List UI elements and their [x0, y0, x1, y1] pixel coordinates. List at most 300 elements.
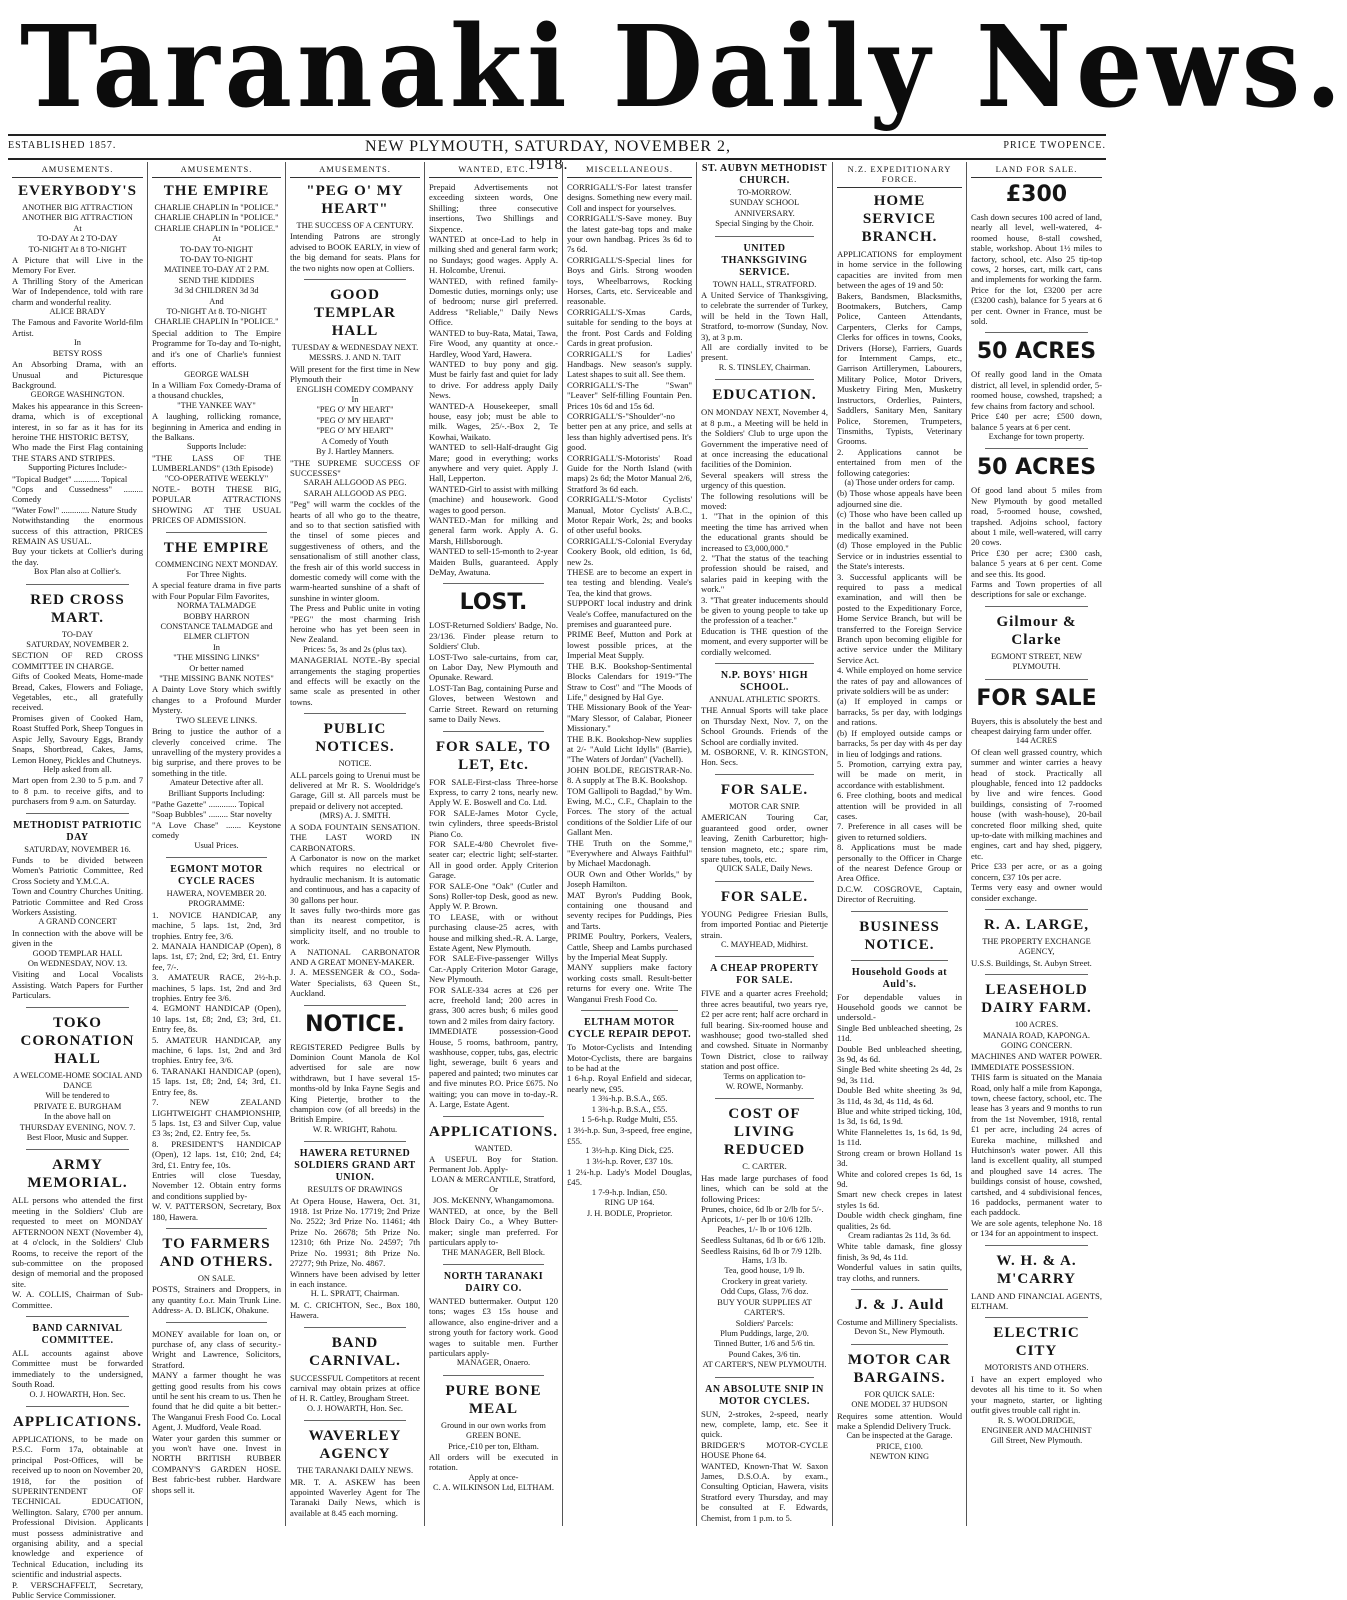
advertisement-divider: [26, 1316, 129, 1317]
advertisement: [701, 163, 828, 230]
advertisement-divider: [715, 881, 814, 882]
advertisement-heading: £300: [1005, 182, 1068, 207]
advertisement-text: Single Bed unbleached sheeting, 2s 11d.: [837, 1022, 962, 1044]
advertisement-text: ONE MODEL 37 HUDSON: [851, 1400, 948, 1410]
advertisement: [701, 243, 828, 374]
advertisement-heading: PURE BONE MEAL: [445, 1382, 542, 1417]
advertisement-text: A GRAND CONCERT: [38, 917, 117, 927]
advertisement-text: Terms on application to-: [723, 1071, 806, 1081]
established-note: ESTABLISHED 1857.: [8, 140, 117, 151]
advertisement-text: MANAIA ROAD, KAPONGA.: [982, 1030, 1091, 1040]
advertisement-text: 4. While employed on home service the rates of pay and allowances of private soldiers will be as under:: [837, 665, 962, 697]
advertisement-text: 2. "That the status of the teaching profession should be raised, and salaries paid in keeping with the work.": [701, 552, 828, 595]
advertisement-divider: [443, 731, 544, 732]
advertisement-divider: [304, 279, 406, 280]
advertisement-divider: [581, 1010, 678, 1011]
advertisement-text: Single Bed white sheeting 2s 4d, 2s 9d, 3s 11d.: [837, 1064, 962, 1085]
advertisement-text: 6. TARANAKI HANDICAP (open), 15 laps. 1st, £8; 2nd, £4; 3rd, £1. Entry fee, 8s.: [152, 1065, 281, 1097]
advertisement-text: GOING CONCERN.: [1000, 1040, 1073, 1050]
advertisement-text: And: [209, 296, 224, 306]
advertisement-text: 1. "That in the opinion of this meeting the time has arrived when the educational grants should be increased to £3,000,000.": [701, 511, 828, 553]
advertisement: [837, 1351, 962, 1463]
advertisement-text: SARAH ALLGOOD AS PEG.: [303, 478, 407, 488]
advertisement-heading: FOR SALE.: [720, 888, 809, 905]
advertisement-text: Ground in our own works from: [441, 1420, 546, 1430]
advertisement-text: JOS. McKENNY, Whangamomona.: [433, 1195, 554, 1205]
advertisement-text: ANNUAL ATHLETIC SPORTS.: [708, 695, 821, 705]
advertisement-text: Or better named: [189, 663, 244, 673]
advertisement-text: TO-DAY: [61, 629, 94, 639]
column-5: [563, 162, 697, 1526]
advertisement-text: Tea, good house, 1/9 lb.: [724, 1266, 805, 1276]
advertisement-divider: [851, 1289, 948, 1290]
advertisement-text: Winners have been advised by letter in each instance.: [290, 1268, 420, 1289]
advertisement-divider: [985, 1317, 1088, 1318]
advertisement-text: W. R. WRIGHT, Rahotu.: [312, 1124, 398, 1134]
advertisement-heading: APPLICATIONS.: [13, 1413, 142, 1430]
advertisement-text: WANTED-Girl to assist with milking (machine) and housework. Good wages to good person.: [429, 483, 558, 515]
column-heading: WANTED, ETC.: [429, 162, 558, 178]
advertisement-divider: [304, 1005, 406, 1006]
advertisement: [837, 1296, 962, 1338]
advertisement-heading: MOTOR CAR BARGAINS.: [847, 1351, 952, 1386]
advertisement-text: O. J. HOWARTH, Hon. Sec.: [29, 1389, 126, 1399]
advertisement-divider: [851, 911, 948, 912]
column-heading: AMUSEMENTS.: [290, 162, 420, 178]
advertisement-text: 1 3½-h.p. Rover, £37 10s.: [586, 1156, 673, 1166]
advertisement: [971, 339, 1102, 442]
advertisement-text: "A Love Chase" ....... Keystone comedy: [152, 819, 281, 841]
advertisement-text: "THE YANKEE WAY": [177, 400, 256, 410]
advertisement-text: SECTION OF RED CROSS COMMITTEE IN CHARGE.: [12, 650, 143, 671]
advertisement-text: Has made large purchases of food lines, which can be sold at the following Prices:: [701, 1172, 828, 1204]
advertisement-text: YOUNG Pedigree Friesian Bulls, from imported Pontiac and Pietertje strain.: [701, 908, 828, 940]
advertisement-text: 1 5-6-h.p. Rudge Multi, £55.: [581, 1114, 678, 1124]
advertisement-divider: [715, 236, 814, 237]
advertisement-text: MAT Byron's Pudding Book, containing one thousand and seventy recipes for Puddings, Pies and Tarts.: [567, 889, 692, 931]
advertisement-text: SUCCESSFUL Competitors at recent carnival may obtain prizes at office of H. R. Cattley, Brougham Street.: [290, 1372, 420, 1404]
advertisement: [12, 820, 143, 1001]
advertisement-text: Double width check gingham, fine qualities, 2s 6d.: [837, 1210, 962, 1231]
newspaper-title: Taranaki Daily News.: [20, 0, 1347, 133]
advertisement-text: THE B.K. Bookshop-New supplies at 2/- "Auld Licht Idylls" (Barrie), "The Waters of Jordan" (Vachell).: [567, 733, 692, 765]
advertisement-text: Will present for the first time in New Plymouth their: [290, 363, 420, 385]
advertisement-text: Soldiers' Parcels:: [735, 1318, 794, 1328]
advertisement-heading: BUSINESS NOTICE.: [859, 918, 940, 953]
advertisement: [837, 967, 962, 1283]
advertisement-text: 8. Applications must be made personally to the Officer in Charge of the nearest Defence Group or Area Office.: [837, 842, 962, 884]
advertisement-text: WANTED to sell-Half-draught Gig Mare; good in everything; works anywhere and very quiet. Apply J. Hall, Lepperton.: [429, 442, 558, 484]
advertisement-text: Entries will close Tuesday, November 12. Obtain entry forms and conditions supplied by-: [152, 1169, 281, 1201]
advertisement-text: Of really good land in the Omata district, all level, in splendid order, 5-roomed house, cowshed, trapshed; a few chains from factory and school.: [971, 369, 1102, 411]
advertisement-text: In: [213, 642, 220, 652]
advertisement-text: WANTED, with refined family-Domestic duties, mornings only; use of bedroom; nurse girl preferred. Address "Reliable," Daily News Office.: [429, 275, 558, 328]
advertisement-text: TO LEASE, with or without purchasing clause-25 acres, with house and milking shed.-R. A. Large, Estate Agent, New Plymouth.: [429, 911, 558, 953]
advertisement-divider: [304, 713, 406, 714]
advertisement: [971, 916, 1102, 968]
advertisement: [701, 963, 828, 1092]
top-rule: [8, 134, 1106, 136]
advertisement-text: PRIVATE E. BURGHAM: [33, 1101, 122, 1111]
advertisement-text: I have an expert employed who devotes all his time to it. So when your magneto, starter, or lighting outfit gives trouble call right in.: [971, 1373, 1102, 1416]
advertisement-text: 3. "That greater inducements should be given to young people to take up the profession of a teacher.": [701, 594, 828, 626]
advertisement-text: THE Truth on the Somme," "Everywhere and Always Faithful" by Michael Macdonagh.: [567, 837, 692, 869]
advertisement-heading: J. & J. Auld: [854, 1296, 945, 1313]
advertisement-divider: [26, 1149, 129, 1150]
advertisement-text: SUN, 2-strokes, 2-speed, nearly new, complete, lamp, etc. See it quick.: [701, 1408, 828, 1440]
advertisement-text: Crockery in great variety.: [721, 1276, 808, 1286]
advertisement-text: A WELCOME-HOME SOCIAL AND DANCE: [12, 1070, 143, 1091]
advertisement-text: A USEFUL Boy for Station. Permanent Job. Apply-: [429, 1153, 558, 1175]
advertisement-text: Wonderful values in satin quilts, tray cloths, and runners.: [837, 1262, 962, 1283]
advertisement-text: 1. NOVICE HANDICAP, any machine, 5 laps. 1st, 2nd, 3rd trophies. Entry fee, 3/6.: [152, 909, 281, 941]
advertisement-text: 3d 3d CHILDREN 3d 3d: [174, 286, 259, 296]
advertisement-text: R. S. WOOLDRIDGE,: [997, 1415, 1076, 1425]
advertisement-divider: [985, 1245, 1088, 1246]
advertisement: [12, 1014, 143, 1144]
advertisement: [152, 182, 281, 526]
advertisement-text: O. J. HOWARTH, Hon. Sec.: [306, 1403, 404, 1413]
advertisement-text: White table damask, fine glossy finish, 3s 9d, 4s 11d.: [837, 1241, 962, 1262]
advertisement-text: 1 7-9-h.p. Indian, £50.: [591, 1187, 668, 1197]
advertisement-text: In a William Fox Comedy-Drama of a thousand chuckles,: [152, 379, 281, 401]
advertisement-text: Blue and white striped ticking, 10d, 1s 3d, 1s 6d, 1s 9d.: [837, 1106, 962, 1127]
advertisement-text: 1 3¾-h.p. B.S.A., £55.: [591, 1104, 668, 1114]
masthead: [0, 0, 1347, 148]
advertisement-heading: "PEG O' MY HEART": [306, 183, 404, 217]
advertisement-text: Bakers, Bandsmen, Blacksmiths, Bootmakers, Butchers, Camp Police, Canteen Attendants, Carpenters, Clerks for Camps, Clerks for offices in towns, Cooks, Drivers (Horse), Farriers, Guards for Internment Camps, etc., Garrison Artillerymen, Labourers, Military Police, Motor Drivers, Musketry Firing Men, Musketry Instructors, Orderlies, Painters, Saddlers, Sanitary Men, Sanitary Police, Storemen, Trumpeters, Tinsmiths, Typists, Veterinary Grooms.: [837, 290, 962, 447]
advertisement-text: SARAH ALLGOOD AS PEG.: [303, 488, 407, 498]
advertisement-text: The Famous and Favorite World-film Artist.: [12, 317, 143, 338]
advertisement-text: In the above hall on: [44, 1112, 111, 1122]
column-6: [697, 162, 833, 1526]
advertisement-divider: [985, 909, 1088, 910]
advertisement-text: 5. Promotion, carrying extra pay, will be made on merit, in accordance with establishment.: [837, 758, 962, 790]
advertisement-divider: [26, 813, 129, 814]
advertisement: [971, 1324, 1102, 1446]
advertisement: [701, 386, 828, 657]
advertisement-heading: HAWERA RETURNED SOLDIERS GRAND ART UNION.: [294, 1148, 416, 1184]
advertisement-text: A special feature drama in five parts with Four Popular Film Favorites,: [152, 580, 281, 601]
advertisement-text: "PEG O' MY HEART": [316, 405, 394, 415]
advertisement: [701, 888, 828, 951]
advertisement-text: ALL persons who attended the first meeting in the Soldiers' Club are requested to meet on MONDAY AFTERNOON NEXT (November 4), at 4 o'clock, in the Soldiers' Club Rooms, to receive the report of the sub-committee on the proposed design of memorial and the proposed site.: [12, 1195, 143, 1289]
advertisement-divider: [26, 1007, 129, 1008]
advertisement-text: C. CARTER.: [742, 1162, 787, 1172]
advertisement-text: An Absorbing Drama, with an Unusual and Picturesque Background.: [12, 359, 143, 390]
advertisement-text: ANOTHER BIG ATTRACTION: [22, 203, 133, 212]
advertisement-text: A United Service of Thanksgiving, to celebrate the surrender of Turkey, will be held in the Town Hall, Stratford, to-morrow (Sunday, Nov. 3), at 3 p.m.: [701, 290, 828, 342]
advertisement-text: SUPPORT local industry and drink Veale's Coffee, manufactured on the premises and guaranteed pure.: [567, 598, 692, 630]
advertisement-divider: [715, 956, 814, 957]
advertisement-text: C. A. WILKINSON Ltd, ELTHAM.: [433, 1483, 554, 1493]
advertisement-text: ALICE BRADY: [49, 307, 106, 317]
advertisement-heading: W. H. & A. M'CARRY: [996, 1252, 1077, 1287]
advertisement-text: Seedless Raisins, 6d lb or 7/9 12lb.: [701, 1245, 822, 1256]
advertisement-text: 144 ACRES: [1015, 736, 1058, 746]
advertisement-text: (MRS) A. J. SMITH.: [319, 811, 391, 821]
advertisement-text: (b) If employed outside camps or barracks, 5s per day with 4s per day in lieu of lodgings and rations.: [837, 727, 962, 759]
advertisement-heading: Gilmour & Clarke: [996, 613, 1077, 648]
advertisement-text: THE Missionary Book of the Year-"Mary Slessor, of Calabar, Pioneer Missionary.": [567, 702, 692, 734]
advertisement-text: 1 3¾-h.p. B.S.A., £65.: [591, 1094, 668, 1104]
advertisement-text: Notwithstanding the enormous success of this attraction, PRICES REMAIN AS USUAL.: [12, 515, 143, 546]
advertisement-heading: UNITED THANKSGIVING SERVICE.: [721, 242, 808, 278]
advertisement-text: At: [73, 223, 82, 233]
advertisement-text: For dependable values in Household goods we cannot be undersold.-: [837, 991, 962, 1023]
advertisement-text: A Picture that will Live in the Memory For Ever.: [12, 255, 143, 276]
advertisement-text: QUICK SALE, Daily News.: [716, 864, 813, 874]
advertisement-text: JOHN BOLDE, REGISTRAR-No. 8. A supply at The B.K. Bookshop.: [567, 764, 692, 786]
advertisement: [701, 1105, 828, 1370]
advertisement-divider: [166, 532, 267, 533]
advertisement-text: ON MONDAY NEXT, November 4, at 8 p.m., a Meeting will be held in the Soldiers' Club to urge upon the Government the imperative need of at once increasing the educational facilities of the Dominion.: [701, 407, 828, 470]
advertisement-text: THESE are to become an expert in tea testing and blending. Veale's Tea, the kind that grows.: [567, 567, 692, 598]
advertisement-text: "THE SUPREME SUCCESS OF SUCCESSES": [290, 457, 420, 478]
advertisement-divider: [715, 1377, 814, 1378]
advertisement-heading: 50 ACRES: [976, 339, 1097, 365]
advertisement-text: 100 ACRES.: [1014, 1020, 1059, 1030]
advertisement-text: Hams, 1/3 lb.: [741, 1256, 788, 1266]
advertisement-divider: [715, 663, 814, 664]
advertisement-text: A Thrilling Story of the American War of Independence, told with rare charm and wonderful reality.: [12, 275, 143, 307]
advertisement-text: "Peg" will warm the cockles of the hearts of all who go to the theatre, and so to that section satisfied with the tinsel of some pieces and suggestiveness of others, and the sensationalism of still another class, the fresh air of this world success in domestic comedy will come with the warm-hearted sunshine of a shaft of sunshine in winter gloom.: [290, 499, 420, 603]
advertisement-text: "Cops and Cussedness" ......... Comedy: [12, 483, 143, 505]
advertisement-text: AMERICAN Touring Car, guaranteed good order, owner leaving, Zenith Carburettor; high-tension magneto, etc.; spare rim, spare tubes, tools, etc.: [701, 812, 828, 864]
advertisement-text: THIS farm is situated on the Manaia Road, only half a mile from Kaponga, town, cheese factory, school, etc. The lease has 3 years and 9 months to run from the 1st November, 1918, rental £1 per acre, including 24 acres of Eureka machine, milkshed and Hutchinson's water power. All this land is excellent quality, all stumped and ploughed save 14 acres. The buildings consist of house, cowshed, cartshed, and 4 subdivisional fences, 16 paddocks, permanent water to each paddock.: [971, 1072, 1102, 1218]
advertisement-heading: LOST.: [459, 590, 528, 616]
advertisement-text: "Pathe Gazette" ............. Topical: [152, 798, 265, 809]
advertisement-text: Who made the First Flag containing THE STARS AND STRIPES.: [12, 442, 143, 463]
advertisement-text: Will be tendered to: [45, 1091, 110, 1101]
advertisement-text: CORRIGALL'S-Special lines for Boys and Girls. Strong wooden toys, Wheelbarrows, Rocking Horses, Carts, etc. Serviceable and reasonable.: [567, 254, 692, 307]
advertisement-text: "Soap Bubbles" ......... Star novelty: [152, 809, 272, 820]
advertisement-heading: A CHEAP PROPERTY FOR SALE.: [710, 963, 819, 987]
advertisement: [290, 1334, 420, 1415]
advertisement-heading: GOOD TEMPLAR HALL: [314, 287, 396, 340]
advertisement-text: 6. Free clothing, boots and medical attention will be provided in all cases.: [837, 790, 962, 821]
advertisement-text: BETSY ROSS: [52, 348, 103, 358]
advertisement-text: WANTED at once-Lad to help in milking shed and general farm work; no Sundays; good wages. Apply A. H. Holcombe, Urenui.: [429, 234, 558, 276]
advertisement: [971, 613, 1102, 673]
advertisement-text: RESULTS OF DRAWINGS: [307, 1185, 403, 1195]
advertisement-text: "PEG O' MY HEART": [316, 415, 394, 425]
advertisement-text: Cream radiantas 2s 11d, 3s 6d.: [848, 1230, 951, 1240]
advertisement-text: ON SALE.: [197, 1273, 236, 1283]
column-heading: AMUSEMENTS.: [152, 162, 281, 178]
advertisement-text: Requires some attention. Would make a Splendid Delivery Truck.: [837, 1410, 962, 1431]
advertisement-text: CORRIGALL'S-"Shoulder"-no better pen at any price, and sells at less than highly advertised pens. It's good.: [567, 410, 692, 453]
advertisement-text: CORRIGALL'S for Ladies' Handbags. New season's supply. Latest shapes to suit all. See them.: [567, 348, 692, 380]
advertisement-heading: RED CROSS MART.: [30, 591, 125, 626]
advertisement-text: THURSDAY EVENING, NOV. 7.: [19, 1122, 136, 1132]
advertisement-text: For Three Nights.: [186, 570, 247, 579]
advertisement-text: Cash down secures 100 acred of land, nearly all level, well-watered, 4-roomed house, 8-stall cowshed, stable, workshop. About 1½ miles to factory, school, etc. Also 25 tip-top cows, 2 horses, cart, milk cart, cans and implements for working the farm.: [971, 212, 1102, 285]
advertisement: [12, 1323, 143, 1400]
advertisement-text: WANTED, at once, by the Bell Block Dairy Co., a Whey Butter-maker; single man preferred. For particulars apply to-: [429, 1205, 558, 1248]
advertisement: [12, 1413, 143, 1600]
advertisement: [429, 182, 558, 577]
advertisement-text: Of clean well grassed country, which summer and winter carries a heavy head of stock. Practically all ploughable, fenced into 12 paddocks by live and wire fences. Good buildings, consisting of 7-roomed house (with wash-house), 20-bail concreted floor milking shed, quite up-to-date with milking machines and engines, cart and hay shed, piggery, etc.: [971, 746, 1102, 861]
advertisement: [429, 738, 558, 1110]
advertisement-text: Brilliant Supports Including:: [168, 788, 265, 798]
advertisement-text: Costume and Millinery Specialists.: [837, 1316, 958, 1327]
advertisement-text: C. MAYHEAD, Midhirst.: [721, 939, 808, 949]
advertisement-text: ELMER CLIFTON: [183, 632, 250, 642]
advertisement-text: GEORGE WALSH: [184, 369, 249, 379]
advertisement-text: Peaches, 1/- lb or 10/6 12lb.: [717, 1224, 812, 1234]
advertisement-text: MANY a farmer thought he was getting good results from his cows until he sent his cream to us. Then he found that he did quite a bit better.-The Wanganui Fresh Food Co. Local Agent, J. Mudford, Veale Road.: [152, 1370, 281, 1433]
advertisement-text: Bring to justice the author of a cleverly conceived crime. The unravelling of the mystery provides a big surprise, and there proves to be something in the title.: [152, 726, 281, 778]
advertisement-heading: THE EMPIRE: [163, 183, 270, 199]
advertisement-text: Apply at once-: [468, 1472, 519, 1482]
advertisement: [12, 591, 143, 807]
advertisement-text: A Dainty Love Story which swiftly changes to a Profound Murder Mystery.: [152, 684, 281, 716]
advertisement-text: 2. Applications cannot be entertained from men of the following categories:: [837, 446, 962, 478]
advertisement-heading: BAND CARNIVAL.: [309, 1334, 401, 1369]
advertisement-text: White and colored crepes 1s 6d, 1s 9d.: [837, 1168, 962, 1189]
advertisement: [290, 720, 420, 998]
advertisement-text: MANAGER, Onaero.: [456, 1358, 531, 1368]
column-2: [148, 162, 286, 1526]
advertisement-heading: 50 ACRES: [976, 455, 1097, 481]
column-heading: LAND FOR SALE.: [971, 162, 1102, 178]
advertisement-heading: R. A. LARGE,: [984, 916, 1089, 933]
advertisement-text: MESSRS. J. AND N. TAIT: [308, 353, 401, 363]
advertisement-text: Price for the lot, £3200 per acre (£3200 cash), balance for 5 years at 6 per cent. Owner in France, must be sold.: [971, 284, 1102, 327]
advertisement-text: FOR SALE-One "Oak" (Cutler and Sons) Roller-top Desk, good as new. Apply W. P. Brown.: [429, 880, 558, 912]
advertisement-text: Town and Country Churches Uniting. Patriotic Committee and Red Cross Workers Assisting.: [12, 886, 143, 917]
advertisement-heading: APPLICATIONS.: [429, 1123, 558, 1140]
advertisement-text: 1 3½-h.p. King Dick, £25.: [585, 1146, 674, 1156]
advertisement-text: BOBBY HARRON: [183, 611, 250, 621]
advertisement: [290, 1012, 420, 1136]
advertisement: [429, 1382, 558, 1494]
advertisement-heading: EGMONT MOTOR CYCLE RACES: [170, 863, 263, 887]
advertisement-heading: FOR SALE.: [720, 781, 809, 798]
advertisement-text: LOST-Returned Soldiers' Badge, No. 23/136. Finder please return to Soldiers' Club.: [429, 620, 558, 652]
advertisement-text: TWO SLEEVE LINKS.: [175, 715, 258, 725]
advertisement-text: APPLICATIONS for employment in home service in the following capacities are invited from men between the ages of 19 and 50:: [837, 249, 962, 291]
advertisement-text: "THE LASS OF THE LUMBERLANDS" (13th Episode): [152, 452, 281, 474]
advertisement-text: REGISTERED Pedigree Bulls by Dominion Count Manola de Kol advertised for sale are now withdrawn, but I have several 15-months-old by Inka Fayne Segis and King Pietertje, brother to the champion cow (of all breeds) in the British Empire.: [290, 1041, 420, 1125]
advertisement-text: (b) Those whose appeals have been adjourned sine die.: [837, 488, 962, 509]
advertisement-text: CORRIGALL'S-For latest transfer designs. Something new every mail. Coll and inspect for yourselves.: [567, 182, 692, 213]
advertisement: [290, 1148, 420, 1320]
advertisement-text: Supports Include:: [186, 442, 247, 452]
advertisement-heading: BAND CARNIVAL COMMITTEE.: [32, 1322, 123, 1346]
column-1: [8, 162, 148, 1600]
price-note: PRICE TWOPENCE.: [1003, 140, 1106, 151]
advertisement-text: Promises given of Cooked Ham, Roast Stuffed Pork, Sheep Tongues in Aspic Jelly, Savoury Eggs, Brandy Snaps, Shortbread, Cakes, Jams, Lemon Honey, Pickles and Chutneys.: [12, 712, 143, 765]
advertisement-text: Funds to be divided between Women's Patriotic Committee, Red Cross Society and Y.M.C.A.: [12, 854, 143, 886]
advertisement-text: Odd Cups, Glass, 7/6 doz.: [720, 1287, 809, 1297]
advertisement-text: All are cordially invited to be present.: [701, 342, 828, 363]
advertisement-text: WANTED to sell-15-month to 2-year Maiden Bulls, guaranteed. Apply DeMay, Awatuna.: [429, 546, 558, 578]
advertisement-text: Gifts of Cooked Meats, Home-made Bread, Cakes, Flowers and Foliage, Vegetables, etc., all gratefully received.: [12, 671, 143, 713]
advertisement-divider: [443, 1264, 544, 1265]
advertisement-divider: [715, 774, 814, 775]
advertisement-text: THE SUCCESS OF A CENTURY.: [296, 221, 414, 230]
advertisement-text: SATURDAY, NOVEMBER 2.: [26, 640, 129, 650]
advertisement-text: Amateur Detective after all.: [169, 778, 264, 788]
advertisement-divider: [985, 332, 1088, 333]
advertisement-text: NOTE.- BOTH THESE BIG, POPULAR ATTRACTIONS SHOWING AT THE USUAL PRICES OF ADMISSION.: [152, 483, 281, 526]
advertisement-text: CHARLIE CHAPLIN In "POLICE.": [154, 203, 279, 212]
advertisement-text: WANTED to buy-Rata, Matai, Tawa, Fire Wood, any quantity at once.-Hardley, Wood Yard, Hawera.: [429, 327, 558, 359]
advertisement-text: Prices: 5s, 3s and 2s (plus tax).: [303, 644, 407, 654]
advertisement-text: 1 6-h.p. Royal Enfield and sidecar, nearly new, £95.: [567, 1073, 692, 1094]
advertisement-text: MANY suppliers make factory working costs small. Result-better returns for every one. Write The Wanganui Fresh Food Co.: [567, 962, 692, 1004]
advertisement-text: WANTED.: [474, 1143, 513, 1153]
advertisement-text: ALL accounts against above Committee must be forwarded immediately to the undersigned, South Road.: [12, 1347, 143, 1390]
advertisement-text: Help asked from all.: [43, 764, 112, 774]
advertisement-text: Box Plan also at Collier's.: [34, 567, 121, 577]
advertisement-text: FOR QUICK SALE:: [864, 1389, 935, 1399]
column-8: [967, 162, 1106, 1526]
advertisement-text: To Motor-Cyclists and Intending Motor-Cyclists, there are bargains to be had at the: [567, 1042, 692, 1073]
advertisement-text: Usual Prices.: [194, 840, 239, 850]
advertisement-text: WANTED to buy pony and gig. Must be fairly fast and quiet for lady to drive. For address apply Daily News.: [429, 358, 558, 401]
advertisement-text: CORRIGALL'S-Motorists' Road Guide for the North Island (with maps) 2s 6d; the Motor Manual 2/6, Stratford 3s 6d each.: [567, 452, 692, 494]
advertisement-divider: [985, 606, 1088, 607]
advertisement-text: TUESDAY & WEDNESDAY NEXT.: [291, 343, 419, 353]
advertisement: [429, 1271, 558, 1369]
advertisement-text: FOR SALE-334 acres at £26 per acre, freehold land; 200 acres in grass, 300 acres bush; 6 miles good town and 2 miles from dairy factory.: [429, 984, 558, 1026]
advertisement-text: LAND AND FINANCIAL AGENTS, ELTHAM.: [971, 1290, 1102, 1312]
advertisement-text: H. L. SPRATT, Chairman.: [310, 1289, 400, 1299]
advertisement-text: Best Floor, Music and Supper.: [26, 1133, 129, 1143]
advertisement-text: PROGRAMME:: [188, 899, 245, 909]
advertisement-text: Gill Street, New Plymouth.: [990, 1436, 1083, 1446]
advertisement-text: 7. Preference in all cases will be given to returned soldiers.: [837, 821, 962, 842]
advertisement-text: All orders will be executed in rotation.: [429, 1452, 558, 1473]
advertisement-text: Exchange for town property.: [988, 431, 1085, 441]
advertisement-heading: AN ABSOLUTE SNIP IN MOTOR CYCLES.: [705, 1383, 824, 1407]
advertisement: [290, 286, 420, 707]
advertisement-heading: THE EMPIRE: [163, 539, 270, 556]
advertisement-text: MACHINES AND WATER POWER. IMMEDIATE POSSESSION.: [971, 1051, 1102, 1072]
advertisement-text: 3. AMATEUR RACE, 2½-h.p. machines, 5 laps. 1st, 2nd and 3rd trophies. Entry fee 3/6.: [152, 972, 281, 1004]
advertisement-text: POSTS, Strainers and Droppers, in any quantity f.o.r. Main Trunk Line. Address- A. D. BLICK, Ohakune.: [152, 1284, 281, 1316]
advertisement-text: ALL parcels going to Urenui must be delivered at Mr R. S. Wooldridge's Garage, Gill st. All parcels must be prepaid or delivery not accepted.: [290, 769, 420, 811]
advertisement-text: (a) Those under orders for camp.: [844, 477, 955, 487]
advertisement-text: OUR Own and Other Worlds," by Joseph Hamilton.: [567, 868, 692, 890]
advertisement-text: TO-NIGHT At 8. TO-NIGHT: [166, 307, 267, 317]
advertisement-text: FIVE and a quarter acres Freehold; three acres beautiful, two years rye, £2 per acre rent; half acre orchard in full bearing. Six-roomed house and washhouse; good two-stalled shed and cowshed. Situate in Normanby Town District, close to railway station and post office.: [701, 988, 828, 1072]
advertisement-heading: Household Goods at Auld's.: [851, 966, 948, 990]
advertisement-text: Plum Puddings, large, 2/0.: [720, 1328, 809, 1338]
advertisement-text: SUNDAY SCHOOL ANNIVERSARY.: [729, 198, 800, 218]
advertisement-heading: FOR SALE, TO LET, Etc.: [435, 738, 552, 773]
advertisement-text: R. S. TINSLEY, Chairman.: [718, 362, 811, 372]
advertisement-text: SATURDAY, NOVEMBER 16.: [24, 844, 131, 854]
columns-area: [8, 162, 1106, 1600]
advertisement-text: A Comedy of Youth: [321, 436, 389, 446]
advertisement-text: Special Singing by the Choir.: [715, 219, 814, 229]
advertisement: [12, 1156, 143, 1309]
advertisement-text: GREEN BONE.: [466, 1431, 521, 1441]
advertisement-text: THE PROPERTY EXCHANGE AGENCY,: [982, 936, 1091, 957]
advertisement-heading: ELTHAM MOTOR CYCLE REPAIR DEPOT.: [567, 1017, 692, 1041]
advertisement-text: "Water Fowl" ............. Nature Study: [12, 504, 137, 515]
advertisement: [701, 670, 828, 768]
advertisement-text: Price £30 per acre; £300 cash, balance 5 years at 6 per cent. Come and see this. Its good.: [971, 547, 1102, 579]
advertisement-text: TO-DAY At 2 TO-DAY: [37, 234, 118, 244]
advertisement-text: 2. MANAIA HANDICAP (Open), 8 laps. 1st, £7; 2nd, £2; 3rd, £1. Entry fee, 7/-.: [152, 941, 281, 972]
advertisement-text: It saves fully two-thirds more gas than its nearest competitor, is simplicity itself, and no trouble to work.: [290, 904, 420, 947]
advertisement-divider: [715, 1098, 814, 1099]
